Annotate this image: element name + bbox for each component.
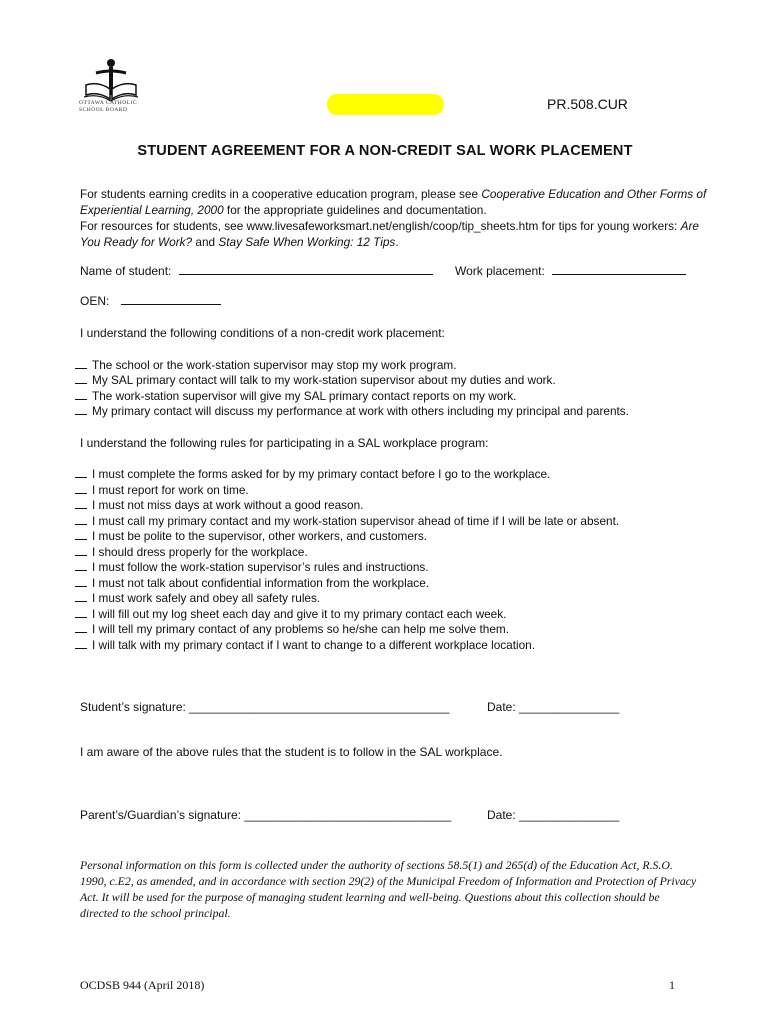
list-item: I must complete the forms asked for by my primary contact before I go to the workplace. <box>92 467 551 481</box>
checkbox-blank[interactable] <box>75 403 87 415</box>
intro-paragraph <box>80 186 720 250</box>
checkbox-blank[interactable] <box>75 528 87 540</box>
list-item: I must work safely and obey all safety rules. <box>92 591 321 605</box>
intro-line2: For resources for students, see www.livesafeworksmart.net/english/coop/tip_sheets.htm for tips for young workers: Are You Ready for Work? and Stay Safe When Working: 12 Tips. <box>80 219 699 249</box>
checkbox-blank[interactable] <box>75 621 87 633</box>
list-item: The school or the work-station supervisor may stop my work program. <box>92 358 457 372</box>
list-item: I should dress properly for the workplace. <box>92 544 308 559</box>
checkbox-blank[interactable] <box>75 357 87 369</box>
list-item: My SAL primary contact will talk to my work-station supervisor about my duties and work. <box>92 373 556 388</box>
checkbox-blank[interactable] <box>75 544 87 556</box>
list-item: I must be polite to the supervisor, other workers, and customers. <box>92 529 428 543</box>
list-item: I must not talk about confidential information from the workplace. <box>92 575 430 590</box>
student-date-line[interactable]: Date: _______________ <box>487 700 620 714</box>
checkbox-blank[interactable] <box>75 513 87 525</box>
privacy-note: Personal information on this form is collected under the authority of sections 58.5(1) and 265(d) of the Education Act, R.S.O. 1990, c.E2, as amended, and in accordance with section 29(2) of the Municipal Freedom of Information and Protection of Privacy Act. It will be used for the purpose of managing student learning and well-being. Questions about this collection should be directed to the school principal. <box>80 858 697 920</box>
awareness-statement: I am aware of the above rules that the student is to follow in the SAL workplace. <box>80 745 503 759</box>
list-item: The work-station supervisor will give my SAL primary contact reports on my work. <box>92 388 517 403</box>
list-item: I will talk with my primary contact if I want to change to a different workplace location. <box>92 637 536 652</box>
student-name-field[interactable] <box>80 264 433 278</box>
oen-label: OEN: <box>80 294 110 308</box>
checkbox-blank[interactable] <box>75 575 87 587</box>
checkbox-blank[interactable] <box>75 388 87 400</box>
student-name-line[interactable] <box>179 264 433 275</box>
checkbox-blank[interactable] <box>75 497 87 509</box>
highlight-mark <box>327 94 444 115</box>
checkbox-blank[interactable] <box>75 466 87 478</box>
list-item: I will fill out my log sheet each day and give it to my primary contact each week. <box>92 606 507 621</box>
logo-text-line1: OTTAWA CATHOLIC <box>79 100 138 106</box>
intro-line1: For students earning credits in a cooperative education program, please see Cooperative Education and Other Forms of Experiential Learning, 2000 for the appropriate guidelines and documentation. <box>80 187 707 217</box>
checkbox-blank[interactable] <box>75 482 87 494</box>
logo-text-line2: SCHOOL BOARD <box>79 107 128 113</box>
student-name-label: Name of student: <box>80 264 172 278</box>
list-item: I must report for work on time. <box>92 482 249 497</box>
work-placement-label: Work placement: <box>455 264 545 278</box>
list-item: I will tell my primary contact of any problems so he/she can help me solve them. <box>92 622 509 636</box>
form-code: PR.508.CUR <box>547 96 628 112</box>
student-signature-line[interactable]: Student’s signature: _______________________________________ <box>80 700 450 714</box>
work-placement-field[interactable] <box>455 264 686 278</box>
checkbox-blank[interactable] <box>75 590 87 602</box>
list-item: I must not miss days at work without a good reason. <box>92 498 364 512</box>
parent-date-line[interactable]: Date: _______________ <box>487 808 620 822</box>
checkbox-blank[interactable] <box>75 606 87 618</box>
list-item: I must call my primary contact and my work-station supervisor ahead of time if I will be late or absent. <box>92 513 620 528</box>
conditions-heading: I understand the following conditions of a non-credit work placement: <box>80 326 445 340</box>
checkbox-blank[interactable] <box>75 637 87 649</box>
rules-heading: I understand the following rules for participating in a SAL workplace program: <box>80 436 489 450</box>
checkbox-blank[interactable] <box>75 372 87 384</box>
list-item: My primary contact will discuss my performance at work with others including my principal and parents. <box>92 404 629 419</box>
work-placement-line[interactable] <box>552 264 686 275</box>
page-title: STUDENT AGREEMENT FOR A NON-CREDIT SAL WORK PLACEMENT <box>137 143 633 159</box>
oen-line[interactable] <box>121 294 221 305</box>
logo-text <box>79 100 137 114</box>
list-item: I must follow the work-station supervisor’s rules and instructions. <box>92 560 429 574</box>
form-id: OCDSB 944 (April 2018) <box>80 978 205 992</box>
parent-signature-line[interactable]: Parent’s/Guardian’s signature: _______________________________ <box>80 808 452 822</box>
checkbox-blank[interactable] <box>75 559 87 571</box>
oen-field[interactable] <box>80 294 221 308</box>
page-number: 1 <box>669 978 675 992</box>
